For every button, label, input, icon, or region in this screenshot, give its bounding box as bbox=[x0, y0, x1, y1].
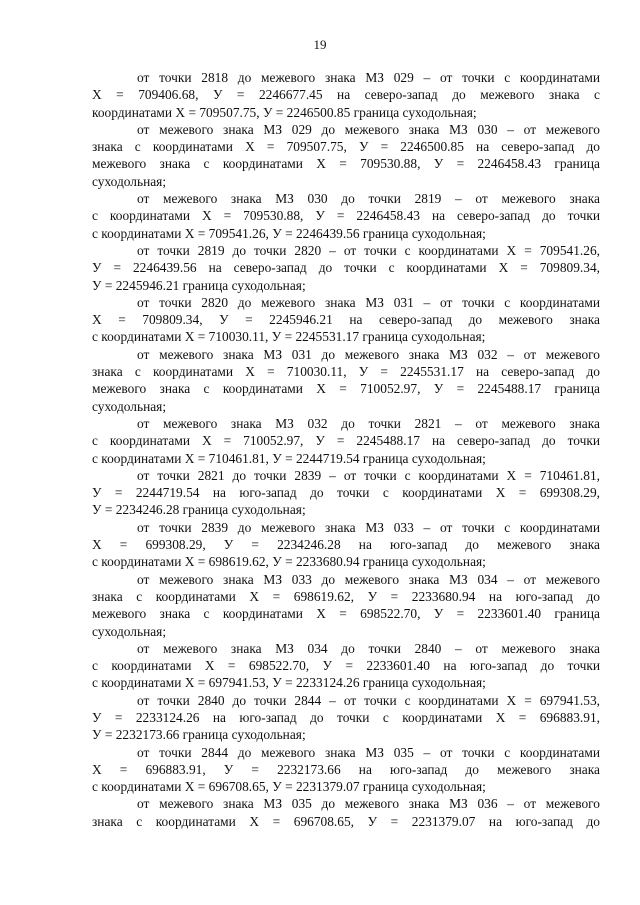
text-line: с координатами Х = 710052.97, У = 2245488.17 на северо-запад до точки bbox=[92, 433, 600, 449]
text-line: от точки 2840 до точки 2844 – от точки с координатами Х = 697941.53, bbox=[137, 692, 600, 708]
text-line: с координатами Х = 698522.70, У = 2233601.40 на юго-запад до точки bbox=[92, 658, 600, 674]
text-line: У = 2233124.26 на юго-запад до точки с координатами Х = 696883.91, bbox=[92, 709, 600, 725]
paragraph bbox=[92, 571, 600, 640]
paragraph bbox=[92, 692, 600, 744]
text-line: Х = 699308.29, У = 2234246.28 на юго-запад до межевого знака bbox=[92, 537, 600, 553]
text-line: от межевого знака МЗ 032 до точки 2821 – от межевого знака bbox=[137, 415, 600, 431]
text-line: суходольная; bbox=[92, 173, 167, 189]
text-line: У = 2244719.54 на юго-запад до точки с координатами Х = 699308.29, bbox=[92, 485, 600, 501]
text-line: с координатами Х = 709541.26, У = 2246439.56 граница суходольная; bbox=[92, 225, 486, 241]
text-line: от межевого знака МЗ 029 до межевого знака МЗ 030 – от межевого bbox=[137, 121, 600, 137]
paragraph bbox=[92, 467, 600, 519]
text-line: от межевого знака МЗ 033 до межевого знака МЗ 034 – от межевого bbox=[137, 571, 600, 587]
text-line: Х = 709809.34, У = 2245946.21 на северо-запад до межевого знака bbox=[92, 312, 600, 328]
paragraph bbox=[92, 519, 600, 571]
paragraph bbox=[92, 795, 600, 830]
text-line: знака с координатами Х = 709507.75, У = 2246500.85 на северо-запад до bbox=[92, 139, 600, 155]
page-number: 19 bbox=[313, 37, 327, 52]
text-line: от межевого знака МЗ 030 до точки 2819 – от межевого знака bbox=[137, 191, 600, 207]
text-line: от точки 2839 до межевого знака МЗ 033 – от точки с координатами bbox=[137, 519, 600, 535]
paragraph bbox=[92, 190, 600, 242]
text-line: координатами Х = 709507.75, У = 2246500.85 граница суходольная; bbox=[92, 104, 477, 120]
text-line: Х = 709406.68, У = 2246677.45 на северо-запад до межевого знака с bbox=[92, 87, 600, 103]
paragraph bbox=[92, 346, 600, 415]
text-line: от точки 2818 до межевого знака МЗ 029 – от точки с координатами bbox=[137, 70, 600, 85]
text-line: от точки 2821 до точки 2839 – от точки с координатами Х = 710461.81, bbox=[137, 467, 600, 483]
text-line: с координатами Х = 696708.65, У = 2231379.07 граница суходольная; bbox=[92, 779, 486, 795]
paragraph bbox=[92, 121, 600, 190]
text-line: знака с координатами Х = 696708.65, У = 2231379.07 на юго-запад до bbox=[92, 813, 600, 829]
text-line: от точки 2844 до межевого знака МЗ 035 – от точки с координатами bbox=[137, 744, 600, 760]
text-line: от межевого знака МЗ 034 до точки 2840 – от межевого знака bbox=[137, 640, 600, 656]
text-line: от точки 2820 до межевого знака МЗ 031 – от точки с координатами bbox=[137, 294, 600, 310]
paragraph bbox=[92, 294, 600, 346]
text-line: суходольная; bbox=[92, 398, 167, 414]
document-body bbox=[92, 69, 600, 830]
text-line: У = 2246439.56 на северо-запад до точки с координатами Х = 709809.34, bbox=[92, 260, 600, 276]
text-line: с координатами Х = 697941.53, У = 2233124.26 граница суходольная; bbox=[92, 675, 486, 691]
text-line: У = 2245946.21 граница суходольная; bbox=[92, 277, 306, 293]
text-line: с координатами Х = 710461.81, У = 2244719.54 граница суходольная; bbox=[92, 450, 486, 466]
text-line: У = 2234246.28 граница суходольная; bbox=[92, 502, 306, 518]
text-line: от межевого знака МЗ 035 до межевого знака МЗ 036 – от межевого bbox=[137, 796, 600, 812]
paragraph bbox=[92, 242, 600, 294]
paragraph bbox=[92, 640, 600, 692]
text-line: Х = 696883.91, У = 2232173.66 на юго-запад до межевого знака bbox=[92, 761, 600, 777]
text-line: суходольная; bbox=[92, 623, 167, 639]
text-line: с координатами Х = 698619.62, У = 2233680.94 граница суходольная; bbox=[92, 554, 486, 570]
paragraph bbox=[92, 69, 600, 121]
paragraph bbox=[92, 415, 600, 467]
text-line: межевого знака с координатами Х = 698522.70, У = 2233601.40 граница bbox=[92, 606, 600, 622]
text-line: У = 2232173.66 граница суходольная; bbox=[92, 727, 306, 743]
text-line: знака с координатами Х = 698619.62, У = 2233680.94 на юго-запад до bbox=[92, 588, 600, 604]
text-line: от точки 2819 до точки 2820 – от точки с координатами Х = 709541.26, bbox=[137, 242, 600, 258]
text-line: знака с координатами Х = 710030.11, У = 2245531.17 на северо-запад до bbox=[92, 364, 600, 380]
text-line: межевого знака с координатами Х = 710052.97, У = 2245488.17 граница bbox=[92, 381, 600, 397]
text-line: межевого знака с координатами Х = 709530.88, У = 2246458.43 граница bbox=[92, 156, 600, 172]
text-line: от межевого знака МЗ 031 до межевого знака МЗ 032 – от межевого bbox=[137, 346, 600, 362]
text-line: с координатами Х = 709530.88, У = 2246458.43 на северо-запад до точки bbox=[92, 208, 600, 224]
text-line: с координатами Х = 710030.11, У = 2245531.17 граница суходольная; bbox=[92, 329, 486, 345]
paragraph bbox=[92, 744, 600, 796]
